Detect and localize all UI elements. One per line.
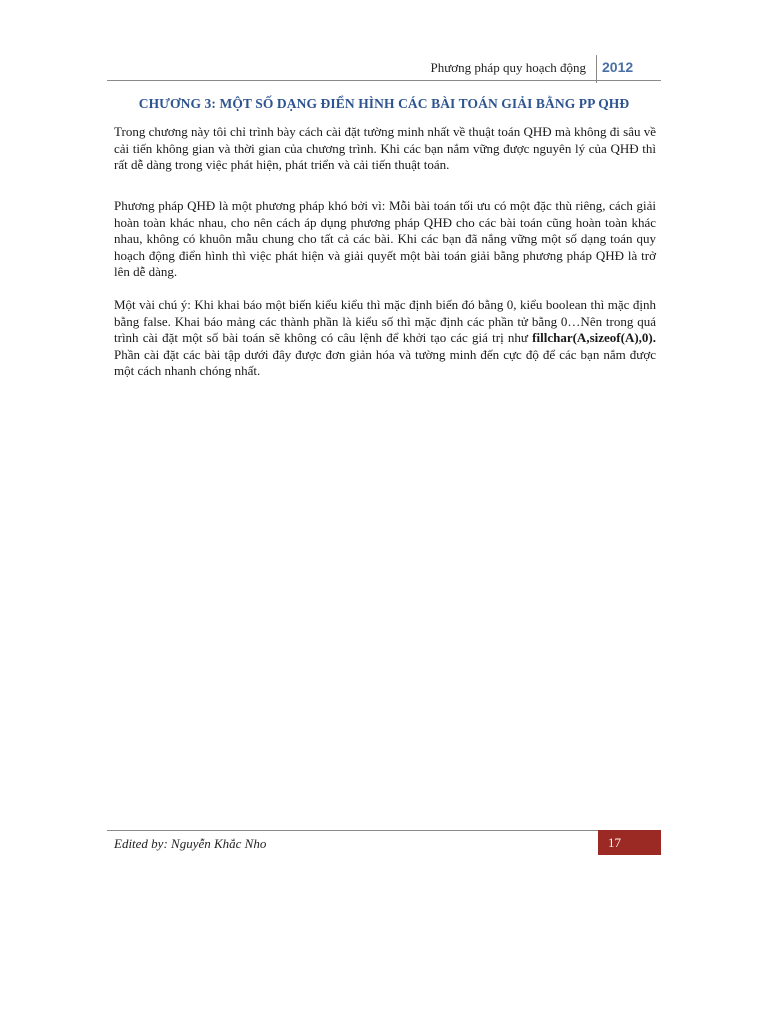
page-number: 17 — [608, 835, 621, 850]
paragraph-notes-text-2: Phần cài đặt các bài tập dưới đây được đơn giản hóa và tường minh đến cực độ để các bạn nắm được một cách nhanh chóng nhất. — [114, 346, 656, 379]
header-divider — [596, 55, 597, 83]
footer-editor: Edited by: Nguyễn Khắc Nho — [114, 836, 267, 851]
header-title: Phương pháp quy hoạch động — [430, 60, 586, 75]
paragraph-notes-text-1: Một vài chú ý: Khi khai báo một biến kiểu kiểu thì mặc định biến đó bằng 0, kiểu boolean thì mặc định bằng false. Khai báo mảng các thành phần là kiểu số thì mặc định các phần tử bằng 0…Nên trong quá trình cài đặt một số bài toán sẽ không có câu lệnh để khởi tạo các giá trị như — [114, 297, 656, 346]
chapter-title: CHƯƠNG 3: MỘT SỐ DẠNG ĐIỂN HÌNH CÁC BÀI TOÁN GIẢI BẰNG PP QHĐ — [138, 96, 630, 111]
header-rule — [107, 80, 661, 81]
header-year: 2012 — [602, 59, 634, 75]
code-fillchar: fillchar(A,sizeof(A),0). — [532, 330, 656, 346]
paragraph-intro: Trong chương này tôi chỉ trình bày cách cài đặt tường minh nhất về thuật toán QHĐ mà không đi sâu về cải tiến không gian và thời gian của chương trình. Khi các bạn nắm vững được nguyên lý của QHĐ thì rất dễ dàng trong việc phát hiện, phát triển và cải tiến thuật toán. — [114, 124, 656, 173]
footer-rule — [107, 830, 607, 831]
page-number-box — [598, 830, 661, 855]
paragraph-difficulty: Phương pháp QHĐ là một phương pháp khó bởi vì: Mỗi bài toán tối ưu có một đặc thù riêng, cách giải hoàn toàn khác nhau, cho nên cách áp dụng phương pháp QHĐ cho các bài toán cũng hoàn toàn khác nhau, không có khuôn mẫu chung cho tất cả các bài. Khi các bạn đã nắng vững một số dạng toán quy hoạch động điển hình thì việc phát hiện và giải quyết một bài toán giải bằng phương pháp QHĐ là trở lên dễ dàng. — [114, 198, 656, 280]
paragraph-notes — [114, 297, 656, 380]
